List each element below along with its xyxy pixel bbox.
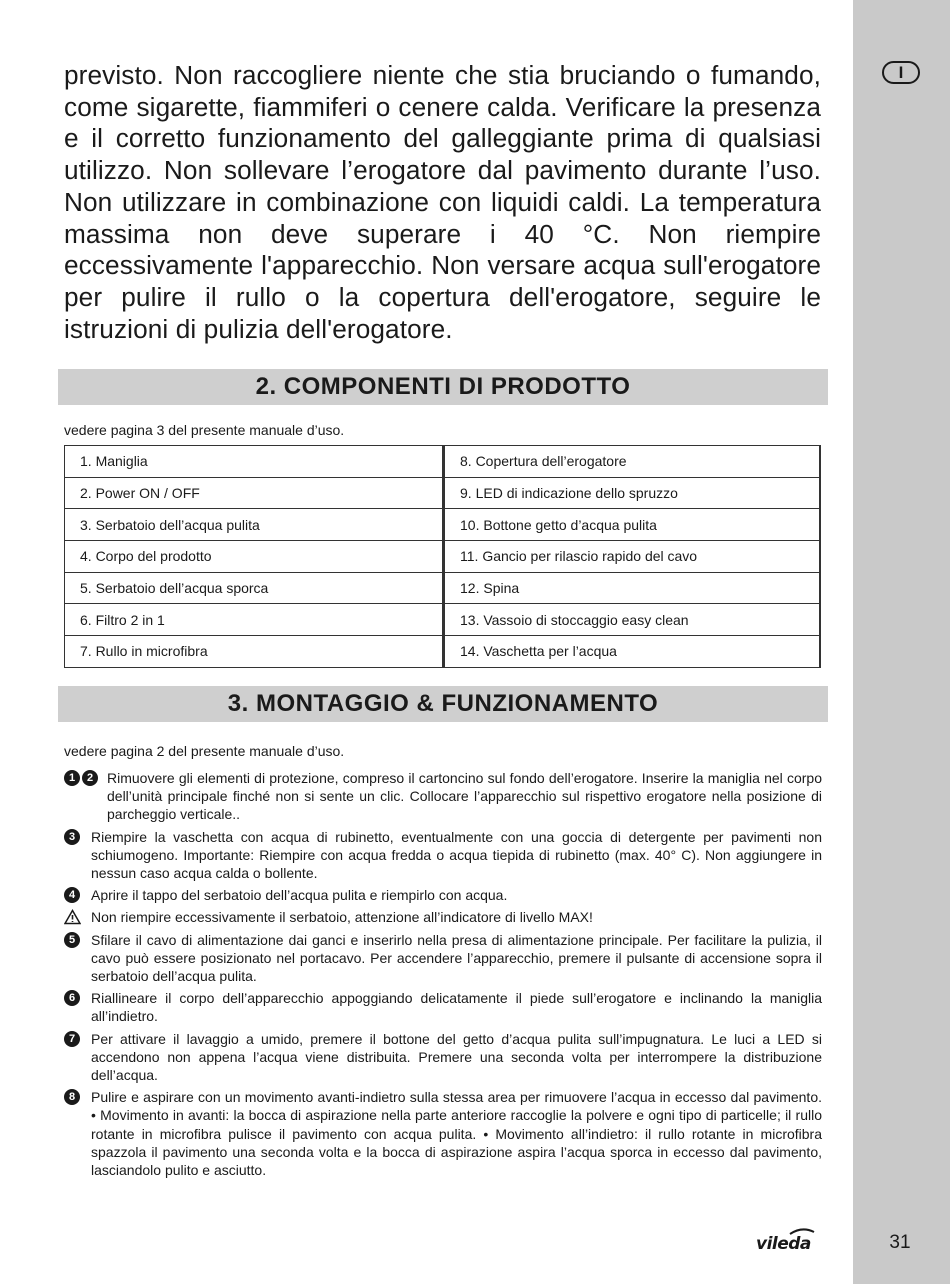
section-2-note: vedere pagina 3 del presente manuale d’uso. xyxy=(64,422,345,438)
side-strip xyxy=(853,0,950,1284)
section-3-note: vedere pagina 2 del presente manuale d’uso. xyxy=(64,743,345,759)
component-cell: 13. Vassoio di stoccaggio easy clean xyxy=(444,604,821,636)
step-number-icon: 2 xyxy=(82,770,98,786)
step-number-icon: 7 xyxy=(64,1031,80,1047)
step-number-icon: 8 xyxy=(64,1089,80,1105)
step-number-icon: 1 xyxy=(64,770,80,786)
list-item xyxy=(64,1088,822,1179)
list-item xyxy=(64,931,822,986)
table-row xyxy=(65,636,821,668)
component-cell: 7. Rullo in microfibra xyxy=(65,636,444,668)
steps-list xyxy=(64,769,822,1183)
step-markers xyxy=(64,1031,80,1047)
step-text: Non riempire eccessivamente il serbatoio, attenzione all’indicatore di livello MAX! xyxy=(91,909,593,926)
component-cell: 8. Copertura dell’erogatore xyxy=(444,446,821,478)
step-markers xyxy=(64,909,81,925)
step-text: Riempire la vaschetta con acqua di rubinetto, eventualmente con una goccia di detergente per pavimenti non schiumogeno. Importante: Riempire con acqua fredda o acqua tiepida di rubinetto (max. 40° C). Non aggiungere in nessun caso acqua calda o bollente. xyxy=(91,828,822,882)
step-markers xyxy=(64,829,80,845)
component-cell: 14. Vaschetta per l’acqua xyxy=(444,636,821,668)
component-cell: 12. Spina xyxy=(444,572,821,604)
component-cell: 6. Filtro 2 in 1 xyxy=(65,604,444,636)
list-item xyxy=(64,886,822,904)
component-cell: 10. Bottone getto d’acqua pulita xyxy=(444,509,821,541)
list-item xyxy=(64,989,822,1025)
table-row xyxy=(65,509,821,541)
language-badge: I xyxy=(882,61,920,84)
component-cell: 1. Maniglia xyxy=(65,446,444,478)
section-3-title: 3. MONTAGGIO & FUNZIONAMENTO xyxy=(58,686,828,722)
step-markers xyxy=(64,932,80,948)
step-text: Per attivare il lavaggio a umido, premere il bottone del getto d’acqua pulita sull’impugnatura. Le luci a LED si accendono non appena l’acqua viene distribuita. Premere una seconda volta per interrompere la distribuzione dell’acqua. xyxy=(91,1030,822,1084)
table-row xyxy=(65,572,821,604)
table-row xyxy=(65,541,821,573)
step-number-icon: 5 xyxy=(64,932,80,948)
step-markers xyxy=(64,887,80,903)
table-row xyxy=(65,446,821,478)
table-row xyxy=(65,477,821,509)
component-cell: 3. Serbatoio dell’acqua pulita xyxy=(65,509,444,541)
component-cell: 5. Serbatoio dell’acqua sporca xyxy=(65,572,444,604)
step-text: Sfilare il cavo di alimentazione dai ganci e inserirlo nella presa di alimentazione principale. Per facilitare la pulizia, il cavo può essere posizionato nel portacavo. Per accendere l’apparecchio, premere il pulsante di accensione sopra il serbatoio dell’acqua pulita. xyxy=(91,931,822,985)
section-2-title: 2. COMPONENTI DI PRODOTTO xyxy=(58,369,828,405)
list-item xyxy=(64,908,822,926)
warning-triangle-icon xyxy=(64,909,81,925)
intro-paragraph: previsto. Non raccogliere niente che stia bruciando o fumando, come sigarette, fiammiferi o cenere calda. Verificare la presenza e il corretto funzionamento del galleggiante prima di qualsiasi utilizzo. Non sollevare l’erogatore dal pavimento durante l’uso. Non utilizzare in combinazione con liquidi caldi. La temperatura massima non deve superare i 40 °C. Non riempire eccessivamente l'apparecchio. Non versare acqua sull'erogatore per pulire il rullo o la copertura dell'erogatore, seguire le istruzioni di pulizia dell'erogatore. xyxy=(64,60,821,344)
table-row xyxy=(65,604,821,636)
step-text: Aprire il tappo del serbatoio dell’acqua pulita e riempirlo con acqua. xyxy=(91,887,508,904)
page-number: 31 xyxy=(889,1232,911,1253)
component-cell: 9. LED di indicazione dello spruzzo xyxy=(444,477,821,509)
step-markers xyxy=(64,990,80,1006)
step-markers xyxy=(64,1089,80,1105)
component-cell: 11. Gancio per rilascio rapido del cavo xyxy=(444,541,821,573)
step-text: Pulire e aspirare con un movimento avanti-indietro sulla stessa area per rimuovere l’acqua in eccesso dal pavimento. • Movimento in avanti: la bocca di aspirazione nella parte anteriore raccoglie la polvere e ogni tipo di particelle; il rullo rotante in microfibra pulisce il pavimento con acqua pulita. • Movimento all’indietro: il rullo rotante in microfibra spazzola il pavimento una seconda volta e la bocca di aspirazione aspira l’acqua sporca in eccesso dal pavimento, lasciandolo pulito e asciutto. xyxy=(91,1089,822,1179)
step-number-icon: 3 xyxy=(64,829,80,845)
step-number-icon: 4 xyxy=(64,887,80,903)
list-item xyxy=(64,1030,822,1085)
list-item xyxy=(64,828,822,883)
component-cell: 2. Power ON / OFF xyxy=(65,477,444,509)
step-text: Rimuovere gli elementi di protezione, compreso il cartoncino sul fondo dell’erogatore. Inserire la maniglia nel corpo dell’unità principale finché non si sente un clic. Collocare l’apparecchio sul rispettivo erogatore nella posizione di parcheggio verticale.. xyxy=(107,770,822,823)
step-markers xyxy=(64,770,98,786)
step-text: Riallineare il corpo dell’apparecchio appoggiando delicatamente il piede sull’erogatore e inclinando la maniglia all’indietro. xyxy=(91,990,822,1025)
component-cell: 4. Corpo del prodotto xyxy=(65,541,444,573)
list-item xyxy=(64,769,822,824)
components-table xyxy=(64,445,821,668)
vileda-logo: vileda xyxy=(756,1234,811,1254)
step-number-icon: 6 xyxy=(64,990,80,1006)
